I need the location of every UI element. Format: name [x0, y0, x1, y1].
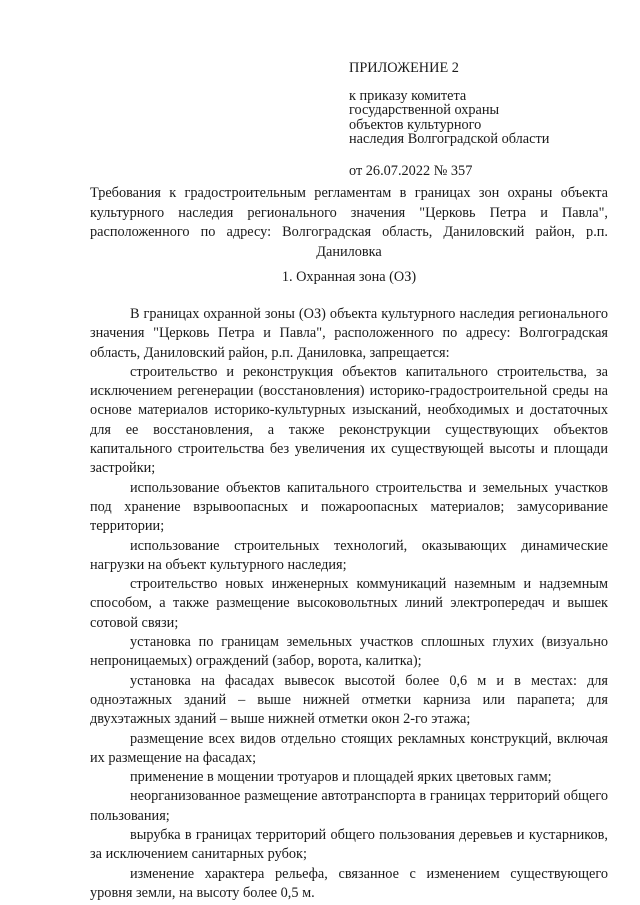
appendix-line: государственной охраны	[349, 102, 500, 118]
appendix-date: от 26.07.2022 № 357	[349, 162, 473, 179]
paragraph: изменение характера рельефа, связанное с изменением существующего уровня земли, на высоту более 0,5 м.	[90, 865, 608, 901]
section-body	[90, 305, 608, 903]
paragraph: размещение всех видов отдельно стоящих рекламных конструкций, включая их размещение на фасадах;	[90, 730, 608, 766]
document-title: Требования к градостроительным регламентам в границах зон охраны объекта культурного наследия регионального значения "Церковь Петра и Павла", расположенного по адресу: Волгоградская область, Даниловский район, р.п. Даниловка	[90, 185, 608, 260]
appendix-title: ПРИЛОЖЕНИЕ 2	[349, 60, 459, 76]
paragraph: строительство новых инженерных коммуникаций наземным и надземным способом, а также размещение высоковольтных линий электропередач и вышек сотовой связи;	[90, 576, 608, 631]
appendix-line: к приказу комитета	[349, 87, 467, 104]
paragraph: неорганизованное размещение автотранспорта в границах территорий общего пользования;	[90, 788, 608, 824]
paragraph: использование объектов капитального строительства и земельных участков под хранение взрывоопасных и пожароопасных материалов; замусоривание территории;	[90, 479, 608, 535]
appendix-line: наследия Волгоградской области	[349, 131, 550, 147]
paragraph: использование строительных технологий, оказывающих динамические нагрузки на объект культурного наследия;	[90, 537, 608, 573]
paragraph: В границах охранной зоны (ОЗ) объекта культурного наследия регионального значения "Церковь Петра и Павла", расположенного по адресу: Волгоградская область, Даниловский район, р.п. Даниловка, запрещается:	[90, 306, 608, 361]
section-heading: 1. Охранная зона (ОЗ)	[281, 269, 417, 285]
appendix-line: объектов культурного	[349, 116, 482, 133]
paragraph: установка по границам земельных участков сплошных глухих (визуально непроницаемых) ограждений (забор, ворота, калитка);	[90, 634, 608, 670]
paragraph: вырубка в границах территорий общего пользования деревьев и кустарников, за исключением санитарных рубок;	[90, 827, 608, 863]
paragraph: строительство и реконструкция объектов капитального строительства, за исключением регенерации (восстановления) историко-градостроительной среды на основе материалов историко-культурных изысканий, необходимых и достаточных для ее восстановления, а также реконструкции существующих объектов капитального строительства без увеличения их существующей высоты и площади застройки;	[90, 363, 608, 477]
paragraph: установка на фасадах вывесок высотой более 0,6 м и в местах: для одноэтажных зданий – выше нижней отметки карниза или парапета; для двухэтажных зданий – выше нижней отметки окон 2-го этажа;	[90, 672, 608, 728]
paragraph: применение в мощении тротуаров и площадей ярких цветовых гамм;	[130, 769, 552, 786]
appendix-block	[349, 61, 599, 178]
